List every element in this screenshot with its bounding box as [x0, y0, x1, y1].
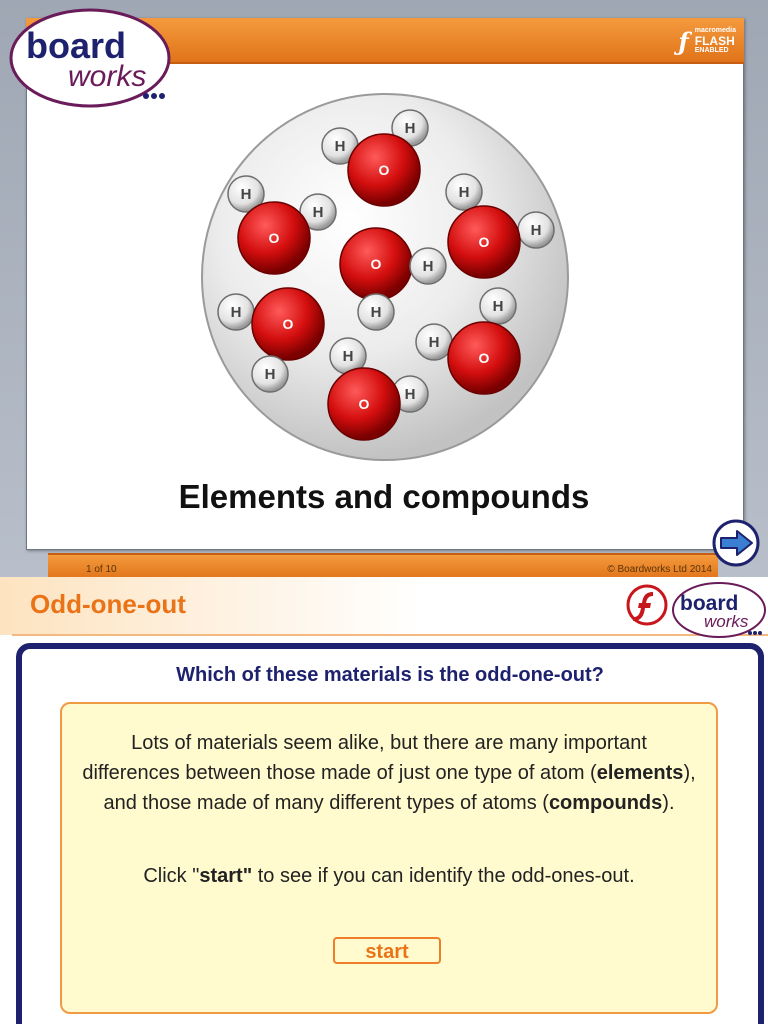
- slide-1-title: Elements and compounds: [178, 478, 590, 515]
- logo-works-text: works: [68, 60, 147, 93]
- instruction-bold-start: start": [199, 865, 253, 887]
- activity-panel: [16, 643, 764, 1024]
- intro-text-a: Lots of materials seem alike, but there are many important differences between those made of just one type of atom (: [82, 732, 647, 784]
- intro-bold-compounds: compounds: [548, 792, 663, 814]
- oxygen-atom-label: O: [370, 256, 382, 272]
- oxygen-atom-label: O: [378, 162, 390, 178]
- hydrogen-atom-label: H: [312, 204, 324, 221]
- flash-badge-big: FLASH: [694, 34, 735, 48]
- hydrogen-atom-label: H: [264, 366, 276, 383]
- copyright-notice: © Boardworks Ltd 2014: [607, 564, 712, 575]
- flash-badge-small: macromedia: [694, 27, 736, 34]
- intro-text-c: ).: [662, 792, 675, 814]
- flash-logo-icon: [625, 583, 669, 627]
- logo-board-text: board: [680, 592, 739, 615]
- oxygen-atom-label: O: [268, 230, 280, 246]
- oxygen-atom-label: O: [478, 350, 490, 366]
- hydrogen-atom-label: H: [458, 184, 470, 201]
- hydrogen-atom-label: H: [404, 120, 416, 137]
- next-slide-button[interactable]: [711, 519, 761, 567]
- intro-text-b: ), and those made of many different types of atoms (: [103, 762, 696, 814]
- boardworks-logo-small: [670, 580, 768, 640]
- flash-logo-icon: ƒ: [678, 26, 689, 56]
- hydrogen-atom-label: H: [530, 222, 542, 239]
- intro-bold-elements: elements: [596, 762, 684, 784]
- intro-paragraph: [82, 728, 696, 818]
- boardworks-logo: [8, 6, 172, 110]
- header-divider: [12, 634, 768, 636]
- slide-2: [0, 577, 768, 1024]
- flash-badge-sub: ENABLED: [694, 47, 729, 54]
- hydrogen-atom-label: H: [404, 386, 416, 403]
- hydrogen-atom-label: H: [230, 304, 242, 321]
- oxygen-atom-label: O: [358, 396, 370, 412]
- hydrogen-atom-label: H: [240, 186, 252, 203]
- instruction-text-b: to see if you can identify the odd-ones-out.: [252, 865, 635, 887]
- instruction-text-a: Click ": [143, 865, 200, 887]
- hydrogen-atom-label: H: [422, 258, 434, 275]
- slide-2-title: Odd-one-out: [30, 589, 186, 619]
- oxygen-atom-label: O: [478, 234, 490, 250]
- water-molecules-illustration: [200, 92, 570, 462]
- hydrogen-atom-label: H: [492, 298, 504, 315]
- instruction-paragraph: [82, 862, 696, 891]
- hydrogen-atom-label: H: [370, 304, 382, 321]
- oxygen-atom-label: O: [282, 316, 294, 332]
- question-heading: Which of these materials is the odd-one-out?: [176, 664, 604, 686]
- hydrogen-atom-label: H: [334, 138, 346, 155]
- instructions-box: [60, 702, 718, 1014]
- hydrogen-atom-label: H: [428, 334, 440, 351]
- logo-works-text: works: [704, 612, 749, 631]
- logo-board-text: board: [26, 25, 127, 66]
- flash-enabled-badge: [678, 27, 736, 55]
- hydrogen-atom-label: H: [342, 348, 354, 365]
- start-button[interactable]: start: [333, 937, 441, 964]
- page-number: 1 of 10: [86, 564, 117, 575]
